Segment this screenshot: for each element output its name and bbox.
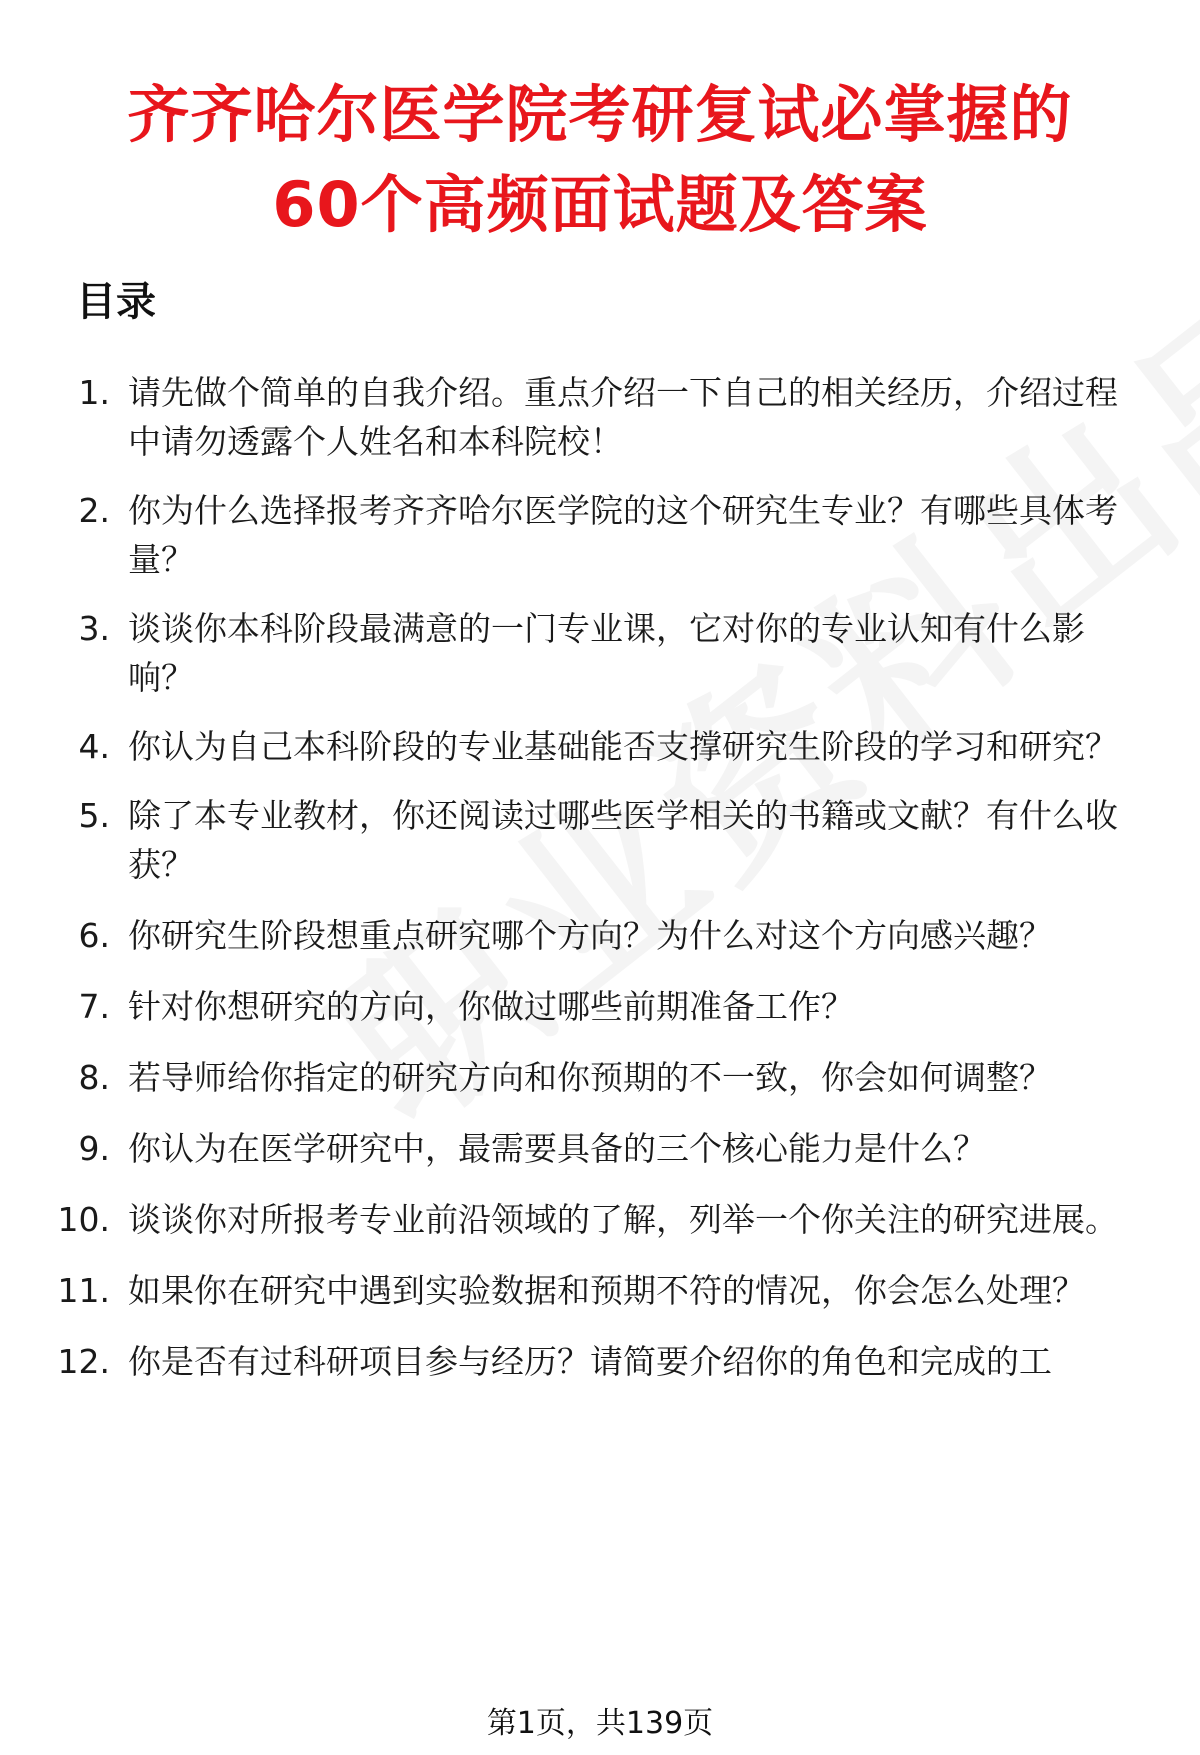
- toc-item-text: 你认为在医学研究中，最需要具备的三个核心能力是什么？: [128, 1129, 986, 1168]
- toc-item-number: 5.: [78, 796, 110, 835]
- title-line-1: 齐齐哈尔医学院考研复试必掌握的: [127, 78, 1073, 151]
- toc-item-number: 11.: [57, 1271, 110, 1310]
- toc-item[interactable]: [50, 722, 1140, 771]
- toc-item[interactable]: [50, 1195, 1140, 1244]
- toc-item-number: 6.: [78, 916, 110, 955]
- toc-item-number: 2.: [78, 491, 110, 530]
- toc-item-text: 你是否有过科研项目参与经历？请简要介绍你的角色和完成的工: [128, 1342, 1052, 1381]
- toc-item-number: 10.: [57, 1200, 110, 1239]
- title-line-2: 60个高频面试题及答案: [272, 168, 928, 241]
- toc-item[interactable]: [50, 1337, 1140, 1386]
- toc-item-number: 8.: [78, 1058, 110, 1097]
- toc-item-number: 9.: [78, 1129, 110, 1168]
- toc-item[interactable]: [50, 791, 1140, 889]
- toc-item-text: 你研究生阶段想重点研究哪个方向？为什么对这个方向感兴趣？: [128, 916, 1052, 955]
- toc-item-text: 你认为自己本科阶段的专业基础能否支撑研究生阶段的学习和研究？: [128, 727, 1118, 766]
- toc-item[interactable]: [50, 982, 1140, 1031]
- toc-item-number: 3.: [78, 609, 110, 648]
- toc-item-text: 除了本专业教材，你还阅读过哪些医学相关的书籍或文献？有什么收获？: [128, 796, 1118, 884]
- toc-item-text: 针对你想研究的方向，你做过哪些前期准备工作？: [128, 987, 854, 1026]
- toc-item[interactable]: [50, 1266, 1140, 1315]
- toc-item[interactable]: [50, 604, 1140, 702]
- toc-item-text: 如果你在研究中遇到实验数据和预期不符的情况，你会怎么处理？: [128, 1271, 1085, 1310]
- toc-item-text: 你为什么选择报考齐齐哈尔医学院的这个研究生专业？有哪些具体考量？: [128, 491, 1118, 579]
- toc-item-number: 4.: [78, 727, 110, 766]
- toc-list: [50, 368, 1140, 1406]
- toc-item-number: 12.: [57, 1342, 110, 1381]
- toc-item-text: 谈谈你对所报考专业前沿领域的了解，列举一个你关注的研究进展。: [128, 1200, 1118, 1239]
- toc-item[interactable]: [50, 368, 1140, 466]
- toc-item[interactable]: [50, 911, 1140, 960]
- page-footer: 第1页，共139页: [486, 1706, 714, 1741]
- toc-item-text: 谈谈你本科阶段最满意的一门专业课，它对你的专业认知有什么影响？: [128, 609, 1085, 697]
- toc-item[interactable]: [50, 486, 1140, 584]
- toc-heading: 目录: [76, 279, 156, 325]
- toc-item[interactable]: [50, 1053, 1140, 1102]
- toc-item-number: 7.: [78, 987, 110, 1026]
- toc-item-text: 若导师给你指定的研究方向和你预期的不一致，你会如何调整？: [128, 1058, 1052, 1097]
- toc-item[interactable]: [50, 1124, 1140, 1173]
- toc-item-text: 请先做个简单的自我介绍。重点介绍一下自己的相关经历，介绍过程中请勿透露个人姓名和本科院校！: [128, 373, 1118, 461]
- document-title: [0, 70, 1200, 250]
- toc-item-number: 1.: [78, 373, 110, 412]
